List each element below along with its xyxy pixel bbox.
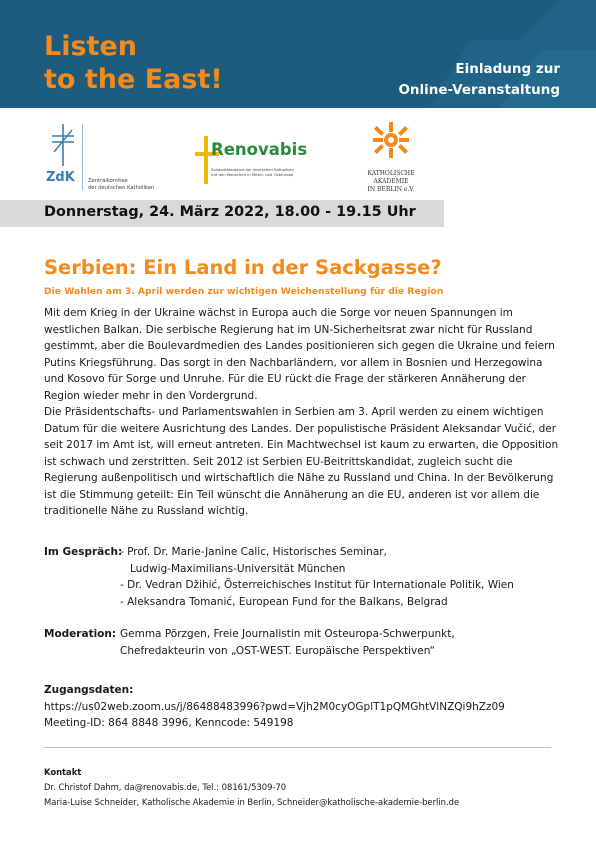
renovabis-logo [195, 136, 315, 188]
moderation-line: Gemma Pörzgen, Freie Journalistin mit Osteuropa-Schwerpunkt, [120, 628, 455, 640]
event-date: Donnerstag, 24. März 2022, 18.00 - 19.15 Uhr [44, 204, 416, 220]
akademie-emblem-icon [373, 122, 409, 158]
renovabis-tagline [211, 167, 321, 177]
invite-line-2: Online-Veranstaltung [398, 82, 560, 98]
panel-line: - Dr. Vedran Džihić, Österreichisches Institut für Internationale Politik, Wien [120, 579, 514, 591]
event-series-title [44, 30, 223, 96]
akademie-name-line-2: IN BERLIN e.V. [367, 186, 415, 193]
moderation-line: Chefredakteurin von „OST-WEST. Europäische Perspektiven“ [120, 644, 436, 657]
article-paragraph-2: Die Präsidentschafts- und Parlamentswahlen in Serbien am 3. April werden zu einem wichtigen Datum für die weitere Ausrichtung des Landes. Der populistische Präsident Aleksandar Vučić, der seit 2017 im Amt ist, will erneut antreten. Ein Machtwechsel ist kaum zu erwarten, die Opposition ist schwach und zerstritten. Seit 2012 ist Serbien EU-Beitrittskandidat, zugleich sucht die Regierung außenpolitisch und wirtschaftlich die Nähe zu Russland und China. In der Bevölkerung ist die Stimmung geteilt: Ein Teil wünscht die Annäherung an die EU, anderen ist vor allem die traditionelle Nähe zu Russland wichtig. [44, 406, 559, 517]
title-line-2: to the East! [44, 64, 223, 95]
article-paragraph-1: Mit dem Krieg in der Ukraine wächst in Europa auch die Sorge vor neuen Spannungen im westlichen Balkan. Die serbische Regierung hat im UN-Sicherheitsrat zwar nicht für Russland gestimmt, aber die Boulevardmedien des Landes positionieren sich gegen die Ukraine und feiern Putins Kriegsführung. Das sorgt in den Nachbarländern, vor allem in Bosnien und Herzegowina und Kosovo für Sorge und Unruhe. Für die EU rückt die Frage der stärkeren Annäherung der Region wieder mehr in den Vordergrund. [44, 307, 555, 402]
invitation-label [398, 59, 560, 101]
panel-line: - Prof. Dr. Marie-Janine Calic, Historisches Seminar, [120, 546, 387, 558]
partner-logos [0, 118, 596, 198]
title-line-1: Listen [44, 31, 137, 62]
article-body [44, 305, 564, 520]
meeting-id: Meeting-ID: 864 8848 3996, Kenncode: 549198 [44, 717, 294, 729]
contact-line-2: Maria-Luise Schneider, Katholische Akademie in Berlin, Schneider@katholische-akademie-berlin.de [44, 797, 460, 807]
panel-line: Ludwig-Maximilians-Universität München [120, 562, 346, 575]
zdk-name [88, 178, 154, 192]
akademie-name-line-1: KATHOLISCHE AKADEMIE [367, 170, 415, 185]
zoom-link[interactable]: https://us02web.zoom.us/j/86488483996?pwd=Vjh2M0cyOGplT1pQMGhtVlNZQi9hZz09 [44, 700, 505, 713]
contact-line-1: Dr. Christof Dahm, da@renovabis.de, Tel.: 08161/5309-70 [44, 782, 287, 792]
date-bar [0, 200, 444, 227]
moderation-section [44, 626, 564, 662]
invite-line-1: Einladung zur [455, 61, 560, 77]
contact-section [44, 765, 459, 810]
zdk-divider [82, 124, 83, 190]
akademie-logo [356, 122, 426, 192]
zdk-letters: ZdK [46, 170, 75, 185]
zdk-name-line-2: der deutschen Katholiken [88, 185, 155, 191]
access-section [44, 682, 505, 732]
zdk-cross-icon [48, 122, 78, 168]
panel-line: - Aleksandra Tomanić, European Fund for the Balkans, Belgrad [120, 595, 448, 608]
zdk-name-line-1: Zentralkomitee [88, 178, 128, 184]
renovabis-tagline-1: Solidaritätsaktion der deutschen Katholiken [211, 167, 294, 172]
moderation-details [120, 626, 560, 659]
panel-label: Im Gespräch: [44, 546, 123, 558]
contact-label: Kontakt [44, 767, 82, 777]
panel-section [44, 544, 564, 614]
zdk-logo [46, 122, 186, 192]
divider [44, 747, 551, 748]
access-label: Zugangsdaten: [44, 684, 134, 696]
article-subtitle: Die Wahlen am 3. April werden zur wichtigen Weichenstellung für die Region [44, 286, 444, 297]
renovabis-wordmark: Renovabis [211, 140, 308, 159]
header-banner [0, 0, 596, 108]
moderation-label: Moderation: [44, 628, 117, 640]
panel-speakers [120, 544, 560, 610]
akademie-name [356, 170, 426, 194]
article-title: Serbien: Ein Land in der Sackgasse? [44, 256, 442, 279]
renovabis-tagline-2: mit den Menschen in Mittel- und Osteuropa [211, 172, 294, 177]
